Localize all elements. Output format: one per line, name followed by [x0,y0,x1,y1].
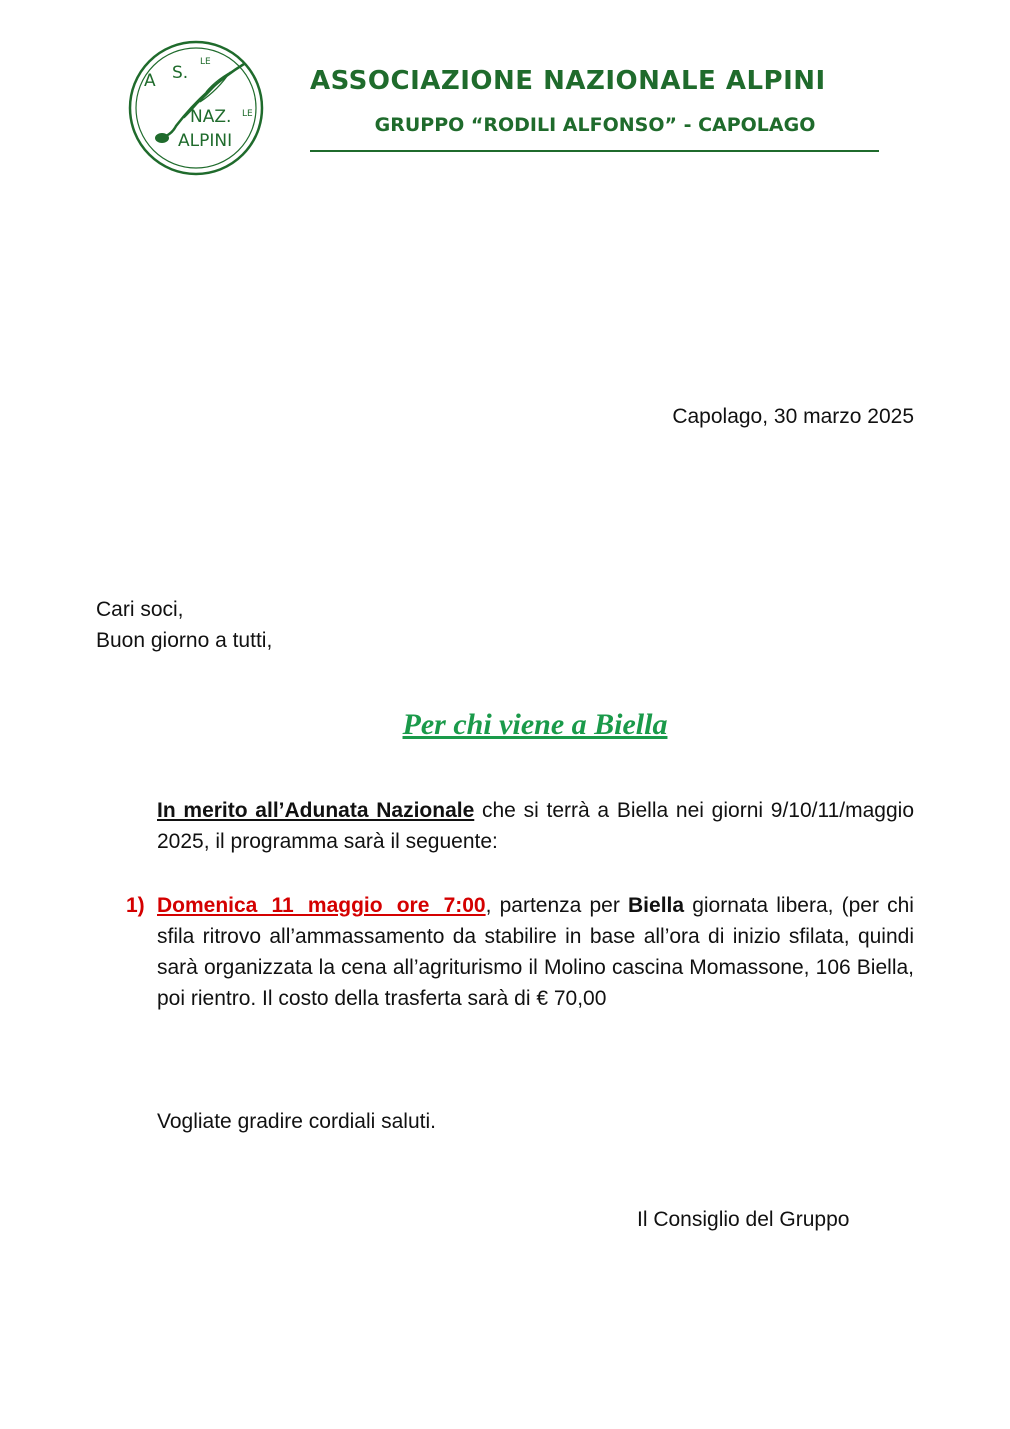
program-item-text: , partenza per [485,894,629,917]
program-item-text: giornata libera, (per chi sfila ritrovo all’ammassamento da stabilire in base all’ora di inizio sfilata, quindi sarà organizzata la cena all’agriturismo il Molino cascina Momassone, 106 Biella, poi rientro. Il costo della trasferta sarà di € 70,00 [157,894,914,1010]
intro-emphasis: In merito all’Adunata Nazionale [157,799,475,822]
ink-drop-icon [155,133,169,143]
svg-text:A: A [144,71,156,91]
date-line: Capolago, 30 marzo 2025 [672,405,914,428]
intro-paragraph [157,795,914,857]
program-item-destination: Biella [628,894,685,917]
program-item-when: Domenica 11 maggio ore 7:00 [157,894,486,917]
group-subtitle: GRUPPO “RODILI ALFONSO” - CAPOLAGO [374,114,816,136]
svg-text:S.: S. [172,63,189,83]
letter-heading: Per chi viene a Biella [402,708,668,741]
greeting [96,594,272,656]
intro-text: che si terrà a Biella nei giorni 9/10/11/maggio 2025, il programma sarà il seguente: [157,799,914,853]
organization-title: ASSOCIAZIONE NAZIONALE ALPINI [310,66,826,96]
svg-text:LE: LE [200,57,211,67]
program-item-number: 1) [126,894,145,917]
closing-line: Vogliate gradire cordiali saluti. [157,1110,436,1133]
signature: Il Consiglio del Gruppo [637,1208,850,1231]
svg-text:LE: LE [242,109,253,119]
program-item [157,890,914,1014]
header-divider [310,150,879,152]
svg-text:ALPINI: ALPINI [178,131,233,151]
greeting-line: Cari soci, [96,598,184,621]
association-logo [126,38,266,178]
svg-text:NAZ.: NAZ. [190,107,232,127]
greeting-line: Buon giorno a tutti, [96,629,273,652]
